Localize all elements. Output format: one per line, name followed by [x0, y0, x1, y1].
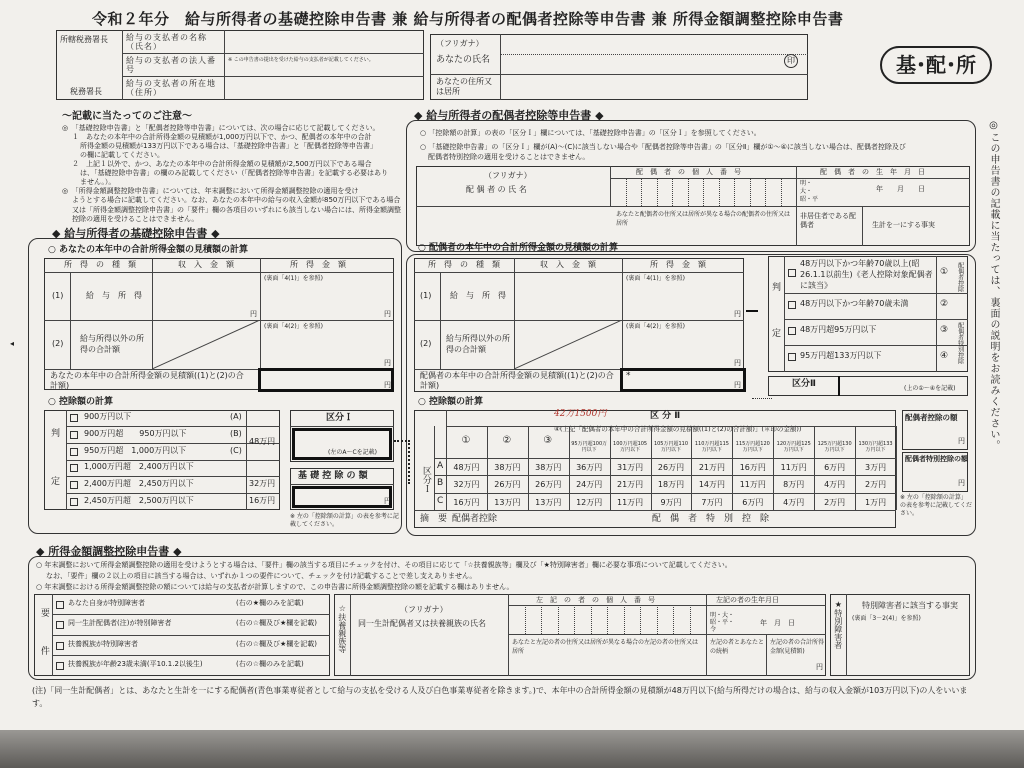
spouse-deduction-heading: ○ 控除額の計算 [418, 397, 483, 407]
kubun1-side-label: 区分Ｉ [420, 466, 431, 493]
digit-separator [672, 178, 673, 206]
spouse-judge-condition: 48万円以下かつ年齢70歳以上(昭26.1.1以前生)《老人控除対象配偶者に該当》 [800, 259, 933, 290]
seal-mark: 印 [784, 54, 798, 68]
deduction-value: 7万円 [701, 497, 723, 507]
adjust-mynumber: 左 記 の 者 の 個 人 番 号 [536, 596, 655, 604]
row2-no: (2) [52, 339, 64, 348]
basic-row-condition: 2,400万円超 2,450万円以下 [84, 479, 194, 488]
grid-line [896, 426, 897, 510]
spouse-judge-mark: ② [940, 299, 949, 309]
deduction-value: 26万円 [535, 480, 562, 490]
grid-line [434, 493, 896, 494]
payer-name-label: 給与の支払者の名称（氏名） [126, 33, 207, 51]
spouse-row1-ref: (裏面「4(1)」を参照) [626, 275, 685, 282]
form-title: 令和２年分 給与所得者の基礎控除申告書 兼 給与所得者の配偶者控除等申告書 兼 所得金額調整控除申告書 [92, 10, 844, 28]
adjust-footnote: (注)「同一生計配偶者」とは、あなたと生計を一にする配偶者(青色事業専従者として給与の支払を受ける人及び白色事業専従者を除きます。)で、本年中の合計所得金額の見積額が48万円以下(給与所得だけの場合は、給与の収入金額が103万円以下)の人をいいます。 [32, 686, 968, 708]
note-1c: の欄に記載してください。 [80, 151, 164, 159]
digit-separator [688, 178, 689, 206]
digit-separator [626, 178, 627, 206]
yen: 円 [384, 497, 391, 505]
star-mark: * [626, 371, 631, 381]
basic-row-condition: 950万円超 1,000万円以下 [84, 446, 187, 455]
req-note: (右の☆欄及び★欄を記載) [236, 640, 318, 648]
yen: 円 [384, 359, 391, 367]
req-checkbox[interactable] [56, 621, 64, 629]
req-note: (右の★欄のみを記載) [236, 599, 304, 607]
payer-address-label: 給与の支払者の所在地（住所） [126, 79, 216, 97]
digit-separator [541, 605, 542, 634]
basic-total-label: あなたの本年中の合計所得金額の見積額((1)と(2)の合計額) [50, 371, 244, 390]
amount-48: 48万円 [249, 437, 276, 446]
spouse-mynumber-label: 配 偶 者 の 個 人 番 号 [636, 168, 741, 176]
spouse-row2-no: (2) [420, 339, 432, 348]
margin-marker: ◂ [10, 339, 15, 348]
digit-separator [781, 178, 782, 206]
spouse-col-type: 所 得 の 種 類 [428, 260, 500, 269]
req-note: (右の☆欄のみを記載) [236, 660, 304, 668]
spouse-judge-condition: 48万円以下かつ年齢70歳未満 [800, 299, 909, 308]
digit-separator [558, 605, 559, 634]
req-text: 扶養親族が年齢23歳未満(平10.1.2以後生) [68, 660, 203, 668]
form-badge: 基･配･所 [880, 46, 992, 84]
req-note: (右の☆欄及び★欄を記載) [236, 619, 318, 627]
spouse-judge-mark: ④ [940, 351, 949, 361]
req-checkbox[interactable] [56, 662, 64, 670]
deduction-value: 11万円 [616, 497, 644, 507]
deduction-value: 36万円 [576, 463, 603, 472]
grid-line [446, 410, 447, 510]
basic-deduction-heading: ○ 控除額の計算 [48, 397, 113, 407]
deduction-value: 16万円 [453, 497, 480, 507]
col-range: 110万円超115万円以下 [694, 441, 729, 453]
basic-row-checkbox[interactable] [70, 414, 78, 422]
note-3a: ◎ 「所得金額調整控除申告書」については、年末調整において所得金額調整控除の適用を受け [62, 187, 359, 195]
kubun2-note: (上の①～④を記載) [904, 385, 956, 392]
grid-line [434, 426, 435, 510]
footer-spouse: 配偶者控除 [452, 514, 498, 524]
payer-block [56, 30, 424, 100]
row-label: A [437, 461, 444, 471]
deduction-value: 21万円 [616, 480, 644, 490]
spouse-heading: ◆ 給与所得者の配偶者控除等申告書 ◆ [414, 109, 604, 122]
yen: 円 [384, 381, 391, 389]
note-2b: は、「基礎控除申告書」の欄のみ記載してください（「配偶者控除等申告書」を記載する必要はあり [80, 169, 388, 177]
digit-separator [734, 178, 735, 206]
basic-income-heading: ○ あなたの本年中の合計所得金額の見積額の計算 [48, 245, 248, 255]
spouse-address-label: あなたと配偶者の住所又は居所が異なる場合の配偶者の住所又は居所 [616, 211, 791, 227]
digit-separator [657, 178, 658, 206]
kubun1-label: 区分Ｉ [326, 413, 354, 423]
spouse-judge-mark: ① [940, 267, 949, 277]
row1-label: 給 与 所 得 [86, 291, 142, 300]
col-range: 125万円超130万円以下 [817, 441, 852, 453]
req-checkbox[interactable] [56, 601, 64, 609]
adjust-ymd: 年 月 日 [760, 619, 795, 627]
digit-separator [657, 605, 658, 634]
digit-separator [690, 605, 691, 634]
basic-row-checkbox[interactable] [70, 481, 78, 489]
spouse-judge-checkbox[interactable] [788, 327, 796, 335]
deduction-value: 38万円 [535, 463, 562, 472]
col-revenue: 収 入 金 額 [178, 260, 234, 269]
spouse-deduction-label: 配偶者控除の額 [905, 413, 958, 422]
digit-separator [624, 605, 625, 634]
spouse-income-heading: ○ 配偶者の本年中の合計所得金額の見積額の計算 [418, 243, 618, 253]
req-checkbox[interactable] [56, 642, 64, 650]
spouse-name-label: 配 偶 者 の 氏 名 [466, 185, 527, 194]
connector [408, 440, 410, 484]
digit-separator [719, 178, 720, 206]
amount-32: 32万円 [249, 479, 276, 488]
row-label: C [437, 495, 444, 506]
req-text: 同一生計配偶者(注)が特別障害者 [68, 619, 172, 627]
deduction-value: 12万円 [576, 497, 603, 507]
row2-ref: (裏面「4(2)」を参照) [264, 323, 323, 330]
spouse-judge-label-2: 定 [772, 329, 782, 339]
basic-note: ※ 左の「控除額の計算」の表を参考に記載してください。 [290, 513, 399, 528]
spouse-deduction-note: ※ 左の「控除額の計算」の表を参考に記載してください。 [900, 494, 973, 517]
col-range: 100万円超105万円以下 [613, 441, 648, 453]
deduction-value: 48万円 [453, 463, 480, 472]
row1-no: (1) [52, 291, 64, 300]
yen: 円 [816, 663, 823, 671]
deduction-value: 6万円 [824, 463, 846, 472]
spouse-total-label: 配偶者の本年中の合計所得金額の見積額((1)と(2)の合計額) [420, 371, 614, 390]
digit-separator [750, 178, 751, 206]
deduction-value: 4万円 [783, 497, 805, 507]
col-mark: ① [461, 435, 471, 446]
adjust-address: あなたと左記の者の住所又は居所が異なる場合の左記の者の住所又は居所 [512, 639, 699, 655]
col-mark: ② [502, 435, 512, 446]
basic-total-input[interactable] [258, 368, 394, 392]
basic-row-code: (C) [230, 446, 242, 455]
digit-separator [765, 178, 766, 206]
basic-row-condition: 2,450万円超 2,500万円以下 [84, 496, 194, 505]
adjust-note-1b: なお、「要件」欄の２以上の項目に該当する場合は、いずれか１つの要件について、チェックを付け記載することで差し支えありません。 [46, 572, 477, 580]
payer-number-note: ※ この申告書の提出を受けた給与の支払者が記載してください。 [228, 57, 374, 63]
deduction-value: 4万円 [824, 480, 846, 490]
kubun1-note: (左のA～Cを記載) [328, 449, 377, 456]
spouse-row2-label: 給与所得以外の所得の合計額 [446, 334, 510, 354]
basic-row-condition: 900万円超 950万円以下 [84, 429, 187, 438]
req-label: 要 件 [38, 608, 49, 665]
note-1b: 所得金額の見積額が133万円以下である場合は、「基礎控除申告書」と「配偶者控除等申告書」 [80, 142, 377, 150]
digit-separator [703, 178, 704, 206]
note-2c: ません。）。 [80, 178, 116, 186]
deduction-value: 9万円 [660, 497, 682, 507]
note-1a: １ あなたの本年中の合計所得金額の見積額が1,000万円以下で、かつ、配偶者の本年中の合計 [72, 133, 372, 141]
yen: 円 [958, 437, 965, 445]
basic-deduction-input[interactable] [292, 486, 392, 508]
deduction-value: 32万円 [453, 480, 480, 490]
arrow-line [746, 310, 758, 312]
desk-shadow [0, 730, 1024, 768]
yen: 円 [958, 479, 965, 487]
deduction-value: 16万円 [739, 463, 766, 472]
deduction-value: 31万円 [616, 463, 644, 472]
col-mark: ③ [543, 435, 553, 446]
deduction-value: 18万円 [657, 480, 685, 490]
spouse-note-2a: ○ 「基礎控除申告書」の「区分Ｉ」欄が(A)～(C)に該当しない場合や「配偶者控除等申告書」の「区分Ⅱ」欄が①～④に該当しない場合は、配偶者控除及び [420, 143, 906, 151]
spouse-living-label: 生計を一にする事実 [872, 221, 935, 229]
judge-side-special: 配偶者特別控除 [956, 322, 964, 364]
basic-row-checkbox[interactable] [70, 498, 78, 506]
deduction-value: 2万円 [864, 480, 887, 490]
digit-separator [673, 605, 674, 634]
office-label: 所轄税務署長 [60, 35, 108, 44]
deduction-value: 8万円 [783, 480, 805, 490]
diagonal-strike [152, 320, 260, 369]
furigana-label: （フリガナ） [436, 39, 484, 48]
payer-number-label: 給与の支払者の法人番号 [126, 56, 216, 74]
star-label: ☆扶養親族等 [337, 604, 347, 653]
adjust-furigana: （フリガナ） [400, 605, 448, 614]
spouse-col-revenue: 収 入 金 額 [540, 260, 596, 269]
digit-separator [640, 605, 641, 634]
summary-label: 摘 要 [420, 514, 448, 524]
grid-line [446, 426, 896, 427]
spouse-total-input[interactable] [620, 368, 746, 392]
deduction-value: 14万円 [698, 480, 725, 490]
deduction-value: 21万円 [698, 463, 725, 472]
special-label: ★特別障害者 [833, 600, 843, 649]
col-range: 115万円超120万円以下 [735, 441, 770, 453]
note-3b: ようとする場合に記載してください。なお、あなたの本年中の給与の収入金額が850万円以下である場合 [72, 196, 401, 204]
req-text: あなた自身が特別障害者 [68, 599, 145, 607]
basic-row-condition: 1,000万円超 2,400万円以下 [84, 462, 194, 471]
adjust-note-2: ○ 年末調整における所得金額調整控除の額については給与の支払者が計算しますので、この申告書に所得金額調整控除の額を記載する欄はありません。 [36, 583, 514, 591]
side-note: ◎この申告書の記載に当たっては、裏面の説明をお読みください。 [988, 120, 999, 451]
spouse-judge-checkbox[interactable] [788, 301, 796, 309]
adjust-birth: 左記の者の生年月日 [716, 596, 779, 604]
spouse-row1-no: (1) [420, 291, 432, 300]
basic-row-condition: 900万円以下 [84, 412, 132, 421]
req-text: 扶養親族が特別障害者 [68, 640, 138, 648]
digit-separator [641, 178, 642, 206]
basic-row-checkbox[interactable] [70, 431, 78, 439]
special-deduction-label: 配偶者特別控除の額 [905, 455, 968, 463]
yen: 円 [734, 381, 741, 389]
tax-office-label: 税務署長 [70, 87, 102, 96]
spouse-judge-checkbox[interactable] [788, 269, 796, 277]
kubun2-label: 区分Ⅱ [792, 379, 816, 389]
basic-row-checkbox[interactable] [70, 448, 78, 456]
deduction-value: 11万円 [739, 480, 766, 490]
your-address-label: あなたの住所又は居所 [436, 77, 492, 96]
spouse-ymd: 年 月 日 [876, 185, 925, 193]
yen: 円 [734, 310, 741, 318]
spouse-era: 明・大・昭・平 [800, 180, 819, 203]
col-type: 所 得 の 種 類 [64, 260, 136, 269]
your-name-label: あなたの氏名 [436, 55, 491, 65]
diagonal-strike [514, 320, 622, 369]
adjust-heading: ◆ 所得金額調整控除申告書 ◆ [36, 545, 182, 558]
note-2a: ２ 上記１以外で、かつ、あなたの本年中の合計所得金額の見積額が2,500万円以下である場合 [72, 160, 372, 168]
spouse-note-2b: 配偶者特別控除の適用を受けることはできません。 [428, 153, 590, 161]
deduction-value: 26万円 [657, 463, 685, 472]
judge-side-spouse: 配偶者控除 [956, 262, 964, 292]
special-fact: 特別障害者に該当する事実 [862, 601, 958, 610]
footer-special: 配 偶 者 特 別 控 除 [652, 514, 770, 524]
handwritten-note: 42万1500円 [554, 409, 607, 419]
yen: 円 [734, 359, 741, 367]
adjust-income: 左記の者の合計所得金額(見積額) [770, 639, 825, 655]
notes-heading: ～記載に当たってのご注意～ [62, 111, 192, 122]
col-range: 105万円超110万円以下 [653, 441, 689, 453]
spouse-furigana: （フリガナ） [484, 171, 532, 180]
basic-row-code: (B) [230, 429, 242, 438]
spouse-judge-condition: 95万円超133万円以下 [800, 351, 882, 360]
spouse-nonresident-label: 非居住者である配偶者 [800, 212, 856, 229]
spouse-row1-label: 給 与 所 得 [450, 291, 506, 300]
yen: 円 [384, 310, 391, 318]
adjust-relation: 左記の者とあなたとの続柄 [710, 639, 765, 655]
spouse-judge-checkbox[interactable] [788, 353, 796, 361]
row2-label: 給与所得以外の所得の合計額 [80, 334, 144, 354]
adjust-era: 明・大・昭・平・令 [710, 612, 735, 633]
digit-separator [574, 605, 575, 634]
note-1: ◎ 「基礎控除申告書」と「配偶者控除等申告書」については、次の場合に応じて記載してください。 [62, 124, 380, 132]
judge-label-2: 定 [51, 477, 61, 487]
basic-deduction-label: 基 礎 控 除 の 額 [298, 471, 368, 481]
row1-ref: (裏面「4(1)」を参照) [264, 275, 323, 282]
digit-separator [525, 605, 526, 634]
yen: 円 [250, 310, 257, 318]
col-range: 130万円超133万円以下 [858, 441, 893, 453]
digit-separator [591, 605, 592, 634]
col-range: 95万円超100万円以下 [571, 441, 608, 453]
basic-row-checkbox[interactable] [70, 464, 78, 472]
spouse-row2-ref: (裏面「4(2)」を参照) [626, 323, 685, 330]
basic-row-code: (A) [230, 412, 242, 421]
spouse-judge-condition: 48万円超95万円以下 [800, 325, 877, 334]
col-income: 所 得 金 額 [290, 260, 346, 269]
kubun2-head: 区 分 Ⅱ [650, 411, 681, 421]
kubun2-sub: ④(上記「配偶者の本年中の合計所得金額の見積額((1)と(2)の合計額)」(＊印の金額)) [554, 425, 802, 433]
deduction-value: 38万円 [494, 463, 521, 472]
spouse-judge-mark: ③ [940, 325, 949, 335]
deduction-value: 13万円 [494, 497, 521, 507]
grid-line [434, 475, 896, 476]
amount-16: 16万円 [249, 496, 276, 505]
row-label: B [437, 478, 444, 489]
spouse-judge-label: 判 [772, 283, 782, 293]
spouse-birth-label: 配 偶 者 の 生 年 月 日 [820, 168, 925, 176]
basic-heading: ◆ 給与所得者の基礎控除申告書 ◆ [52, 227, 220, 240]
deduction-value: 11万円 [780, 463, 807, 472]
spouse-note-1: ○ 「控除額の計算」の表の「区分Ｉ」欄については、「基礎控除申告書」の「区分Ｉ」を参照してください。 [420, 129, 761, 137]
relative-name-label: 同一生計配偶者又は扶養親族の氏名 [358, 619, 486, 628]
note-3c: 又は「所得金額調整控除申告書」の「要件」欄の各項目のいずれにも該当しない場合には、所得金額調整控除の適用を受けることはできません。 [72, 206, 401, 223]
deduction-value: 3万円 [864, 463, 887, 472]
adjust-note-1: ○ 年末調整において所得金額調整控除の適用を受けようとする場合は、「要件」欄の該当する項目にチェックを付け、その項目に応じて「☆扶養親族等」欄及び「★特別障害者」欄に必要な事項について記載してください。 [36, 561, 732, 569]
deduction-value: 6万円 [742, 497, 764, 507]
judge-label: 判 [51, 429, 61, 439]
col-range: 120万円超125万円以下 [776, 441, 811, 453]
digit-separator [607, 605, 608, 634]
deduction-value: 2万円 [824, 497, 846, 507]
deduction-value: 1万円 [864, 497, 887, 507]
special-ref: (裏面「3－2(4)」を参照) [852, 615, 921, 622]
deduction-value: 13万円 [535, 497, 562, 507]
deduction-value: 26万円 [494, 480, 521, 490]
grid-line [434, 458, 896, 459]
spouse-col-income: 所 得 金 額 [650, 260, 706, 269]
deduction-value: 24万円 [576, 480, 603, 490]
